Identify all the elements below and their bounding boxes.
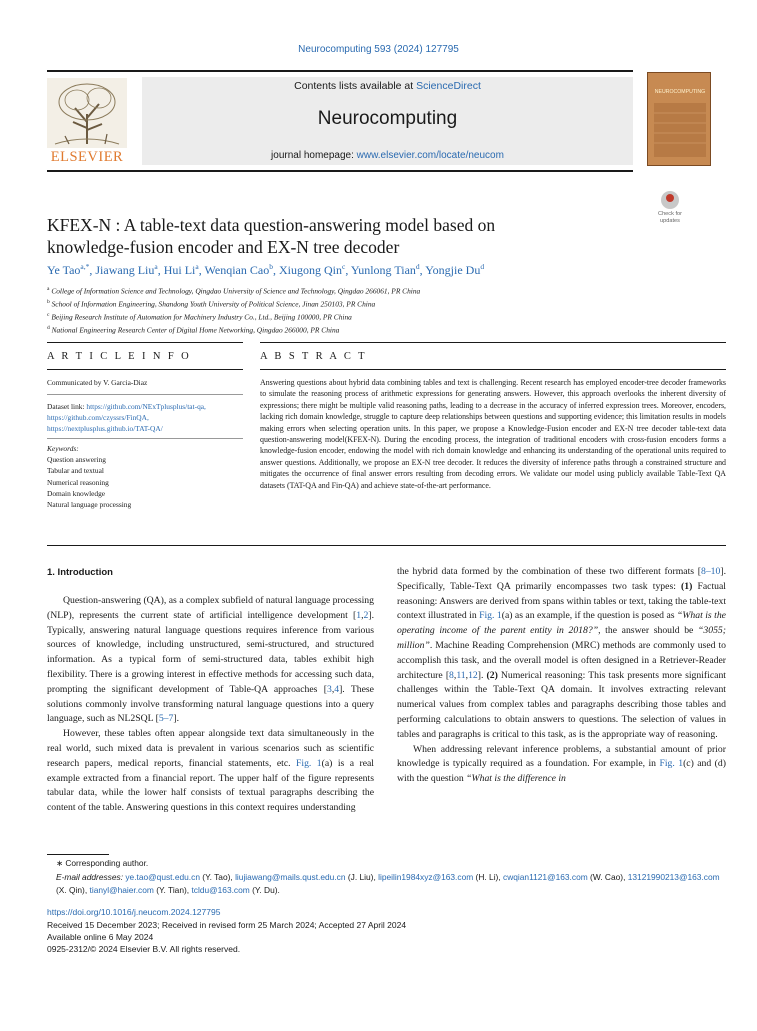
keyword: Question answering [47,455,106,464]
citation-link[interactable]: 11 [456,669,466,681]
figure-link[interactable]: Fig. 1 [295,757,322,769]
citation-link[interactable]: 8–10 [700,566,721,577]
article-info-rule [47,369,243,370]
article-info-heading: A R T I C L E I N F O [47,351,192,362]
communicated-by: Communicated by V. Garcia-Diaz [47,378,148,387]
check-updates-label: Check for updates [658,211,682,224]
homepage-prefix: journal homepage: [271,150,357,161]
keyword: Domain knowledge [47,488,106,498]
author-1[interactable]: Jiawang Liu$^a$ [95,262,158,277]
email-addresses: E-mail addresses: ye.tao@qust.edu.cn (Y. Tao), liujiawang@mails.qust.edu.cn (J. Liu), lipeilin1984xyz@163.com (H. Li), cwqian1121@163.com (W. Cao), 13121990213@163.com (X. Qin), tianyl@haier.com (Y. Tian), tcldu@163.com (Y. Du). [56,872,720,895]
keywords-label: Keywords: [47,444,79,453]
keyword: Tabular and textual [47,466,104,476]
affiliation: $^c$ Beijing Research Institute of Automation for Machinery Industry Co., Ltd., Beijing 100000, PR China [47,311,352,322]
journal-cover-thumbnail[interactable] [647,72,711,166]
dataset-urls[interactable]: https://github.com/NExTplusplus/tat-qa, https://github.com/czyssrs/FinQA, https://nextplusplus.github.io/TAT-QA/ [47,402,206,433]
affiliation: $^d$ National Engineering Research Center of Digital Home Networking, Qingdao 266000, PR China [47,324,340,335]
corresponding-author-note: ∗ Corresponding author. [56,858,149,868]
figure-link[interactable]: Fig. 1 [479,610,502,622]
author-3[interactable]: Wenqian Cao$^b$ [204,262,273,277]
article-info-divider [47,394,243,395]
paragraph: When addressing relevant inference problems, a substantial amount of prior knowledge is typically required as a foundation. For example, in Fig. 1(c) and (d) with the question “What is the difference in [397,743,726,785]
email-link[interactable]: liujiawang@mails.qust.edu.cn [235,872,346,882]
article-info-divider [47,438,243,439]
citation-link[interactable]: 12 [468,669,478,681]
cover-title: NEUROCOMPUTING [654,89,706,95]
citation-link[interactable]: 3 [326,683,332,695]
article-info-rule [47,342,243,343]
contents-prefix: Contents lists available at [294,80,417,92]
citation-link[interactable]: 5–7 [158,713,174,725]
email-link[interactable]: 13121990213@163.com [627,872,720,882]
available-online: Available online 6 May 2024 [47,932,154,942]
body-column-left [47,594,374,816]
journal-homepage-line [142,150,633,161]
author-5[interactable]: Yunlong Tian$^d$ [350,262,420,277]
paper-title [47,214,627,258]
footnote-rule [47,854,109,855]
received-dates: Received 15 December 2023; Received in revised form 25 March 2024; Accepted 27 April 2024 [47,920,407,930]
email-link[interactable]: cwqian1121@163.com [503,872,588,882]
doi-link[interactable]: https://doi.org/10.1016/j.neucom.2024.127795 [47,907,221,917]
running-head[interactable]: Neurocomputing 593 (2024) 127795 [298,44,459,55]
paragraph: the hybrid data formed by the combination of these two different formats [8–10]. Specifically, Table-Text QA primarily encompasses two task types: (1) Factual reasoning: Answers are derived from spans within tables or text, taking the table-text context illustrated in Fig. 1(a) as an example, if the question is posed as “What is the operating income of the parent entity in 2018?”, the answer should be “3055; million”. Machine Reading Comprehension (MRC) methods are commonly used to accomplish this task, and the overall model is often designed in a Retriever-Reader architecture [8,11,12]. (2) Numerical reasoning: This task presents more significant challenges within the Table-Text QA domain. It involves extracting relevant numerical values from complex tables and paragraphs describing those tables and performing calculations to obtain answers to questions. The selection of values in tables and paragraphs is critical to this task, as is the appropriate way of reasoning. [397,566,727,740]
dataset-link [47,401,243,434]
journal-name[interactable]: Neurocomputing [317,108,458,129]
affiliation: $^b$ School of Information Engineering, Shandong Youth University of Political Science, Jinan 250103, PR China [47,298,376,309]
elsevier-wordmark: ELSEVIER [50,149,124,165]
copyright: 0925-2312/© 2024 Elsevier B.V. All rights reserved. [47,944,241,954]
paragraph: Question-answering (QA), as a complex subfield of natural language processing (NLP), represents the current state of artificial intelligence development [1,2]. Typically, answering natural language questions requires inference from various sources of knowledge, including unstructured, semi-structured, and structured information. As a typical form of semi-structured data, tables exhibit high flexibility. There is a growing interest in effective methods for accessing such data, prompting the significant development of Table-QA approaches [3,4]. These solutions commonly involve transforming natural language questions into a query language, such as NL2SQL [5–7]. [47,595,374,725]
email-link[interactable]: tianyl@haier.com [89,885,154,895]
email-link[interactable]: ye.tao@qust.edu.cn [125,872,200,882]
author-6[interactable]: Yongjie Du$^d$ [425,262,485,277]
abstract-rule [260,369,726,370]
author-4[interactable]: Xiugong Qin$^c$ [278,262,346,277]
title-line-2: knowledge-fusion encoder and EX-N tree decoder [47,237,400,257]
keywords-list [47,454,243,510]
paragraph: However, these tables often appear alongside text data simultaneously in the real world, such mixed data is prevalent in various scenarios such as scientific research papers, medical reports, financial statements, etc. Fig. 1(a) is a real example extracted from a financial report. The upper half of the figure represents tabular data, while the lower half consists of textual paragraphs describing the content of the table. Answering questions in this context requires understanding [47,728,374,814]
check-for-updates-button[interactable] [651,191,689,231]
journal-homepage-link[interactable]: www.elsevier.com/locate/neucom [356,150,504,161]
author-0[interactable]: Ye Tao$^{a,*}$ [47,262,90,277]
affiliations [47,284,727,336]
dataset-label: Dataset link: [47,402,87,411]
figure-link[interactable]: Fig. 1 [659,758,684,770]
keyword: Numerical reasoning [47,477,109,487]
author-2[interactable]: Hui Li$^a$ [163,262,199,277]
body-column-right [397,565,726,787]
abstract-rule [260,342,726,343]
cover-pattern-icon [654,103,706,157]
citation-link[interactable]: 2 [363,609,369,621]
masthead-rule [47,170,633,172]
abstract-body: Answering questions about hybrid data combining tables and text is challenging. Recent research has employed encoder-tree decoder frameworks to simulate the reasoning process of arithmetic expressions for generating answers. However, this approach overlooks the inherent diversity of expressions; there might be multiple valid reasoning paths, leading to a decrease in the accuracy of inferred expression trees. Moreover, encoders, lacking rich domain knowledge, struggle to capture deep relationships between questions and supporting evidence; this limitation results in models making errors when selecting operation units. In this paper, we propose a Knowledge-Fusion encoder and EX-N tree decoder table-text data question-answering model(KFEX-N). During the encoding process, the integration of traditional encoders with cross-fusion encoders forms a knowledge-fusion encoder, endowing the model with rich domain knowledge and enhancing its understanding of the operational units required to answer questions. Additionally, we propose an EX-N tree decoder. It reduces the diversity of inference paths through a constrained structure and mitigates the occurrence of final answer errors resulting from decoding errors. We validate our model using publicly available Table-Text QA datasets (TAT-QA and Fin-QA) and achieve state-of-the-art performance. [260,378,726,490]
email-label: E-mail addresses: [56,872,124,882]
email-link[interactable]: tcldu@163.com [191,885,250,895]
contents-available-line [142,80,633,92]
abstract-heading: A B S T R A C T [260,351,367,362]
top-rule [47,70,633,72]
author-list: Ye Tao$^{a,*}$, Jiawang Liu$^a$, Hui Li$^a$, Wenqian Cao$^b$, Xiugong Qin$^c$, Yunlong Tian$^d$, Yongjie Du$^d$ [47,262,485,277]
email-link[interactable]: lipeilin1984xyz@163.com [378,872,474,882]
citation-link[interactable]: 4 [334,683,340,695]
sciencedirect-link[interactable]: ScienceDirect [416,80,481,92]
keyword: Natural language processing [47,500,132,510]
check-updates-icon [661,191,679,209]
affiliation: $^a$ College of Information Science and Technology, Qingdao University of Science and Technology, Qingdao 266061, PR China [47,286,421,296]
citation-link[interactable]: 8 [449,669,454,681]
title-line-1: KFEX-N : A table-text data question-answering model based on [47,215,496,235]
section-heading-introduction: 1. Introduction [47,567,113,578]
abstract-end-rule [47,545,726,546]
citation-link[interactable]: 1 [356,609,362,621]
